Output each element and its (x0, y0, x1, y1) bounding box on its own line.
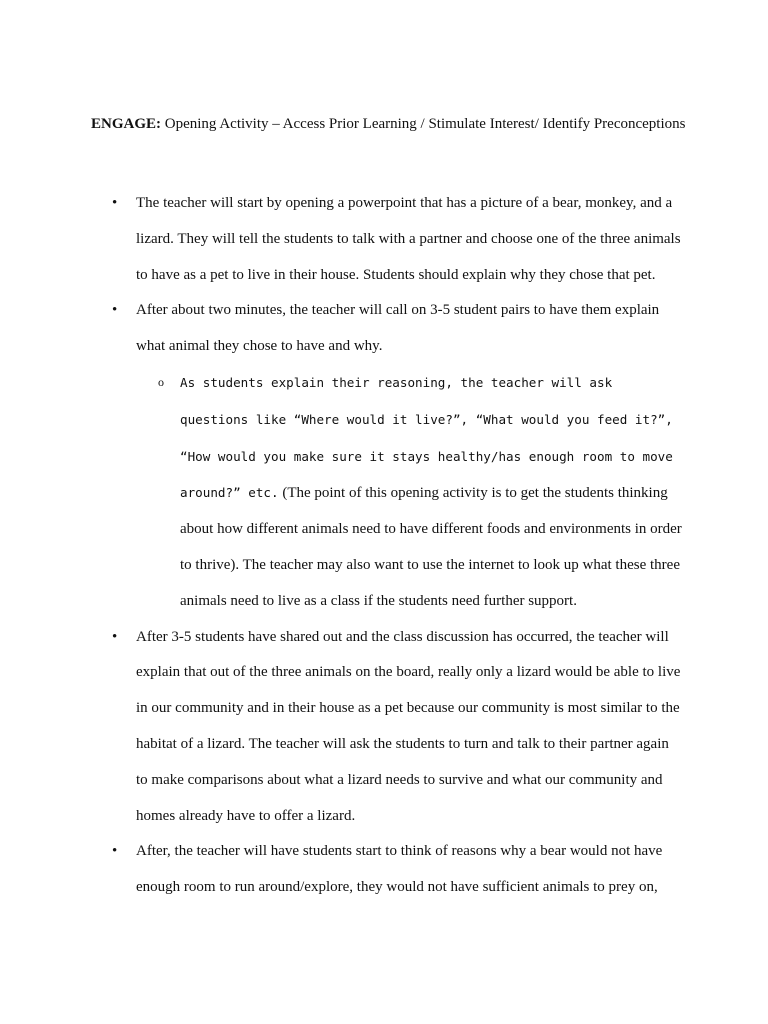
sub-list (136, 365, 681, 620)
list-item-text: The teacher will start by opening a powerpoint that has a picture of a bear, monkey, and a lizard. They will tell the students to talk with a partner and choose one of the three animals to have as a pet to live in their house. Students should explain why they chose that pet. (136, 195, 681, 283)
list-item (0, 293, 681, 619)
list-item-text: After about two minutes, the teacher will call on 3-5 student pairs to have them explain what animal they chose to have and why. (136, 302, 660, 355)
list-item (0, 620, 681, 835)
activity-list (0, 186, 768, 906)
list-item (0, 834, 681, 906)
section-heading (91, 106, 691, 142)
heading-text: Opening Activity – Access Prior Learning / Stimulate Interest/ Identify Preconceptions (161, 116, 686, 132)
sub-list-item (158, 365, 685, 620)
bullet-icon: • (112, 302, 118, 319)
circle-bullet-icon: o (158, 374, 164, 389)
sub-item-text-questions: As students explain their reasoning, the teacher will ask questions like “Where would it live?”, “What would you feed it?”, “How would you make sure it stays healthy/has enough room to move around?” etc. (180, 374, 673, 501)
list-item-text: After, the teacher will have students start to think of reasons why a bear would not have enough room to run around/explore, they would not have sufficient animals to prey on, (136, 843, 663, 896)
sub-item-text-rest: (The point of this opening activity is to get the students thinking about how different animals need to have different foods and environments in order to thrive). The teacher may also want to use the internet to look up what these three animals need to live as a class if the students need further support. (180, 485, 682, 609)
bullet-icon: • (112, 195, 118, 211)
list-item-text: After 3-5 students have shared out and the class discussion has occurred, the teacher will explain that out of the three animals on the board, really only a lizard would be able to live in our community and in their house as a pet because our community is most similar to the habitat of a lizard. The teacher will ask the students to turn and talk to their partner again to make comparisons about what a lizard needs to survive and what our community and homes already have to offer a lizard. (136, 628, 681, 824)
heading-label: ENGAGE: (91, 116, 162, 132)
bullet-icon: • (112, 843, 118, 860)
bullet-icon: • (112, 628, 118, 645)
list-item (0, 186, 681, 293)
